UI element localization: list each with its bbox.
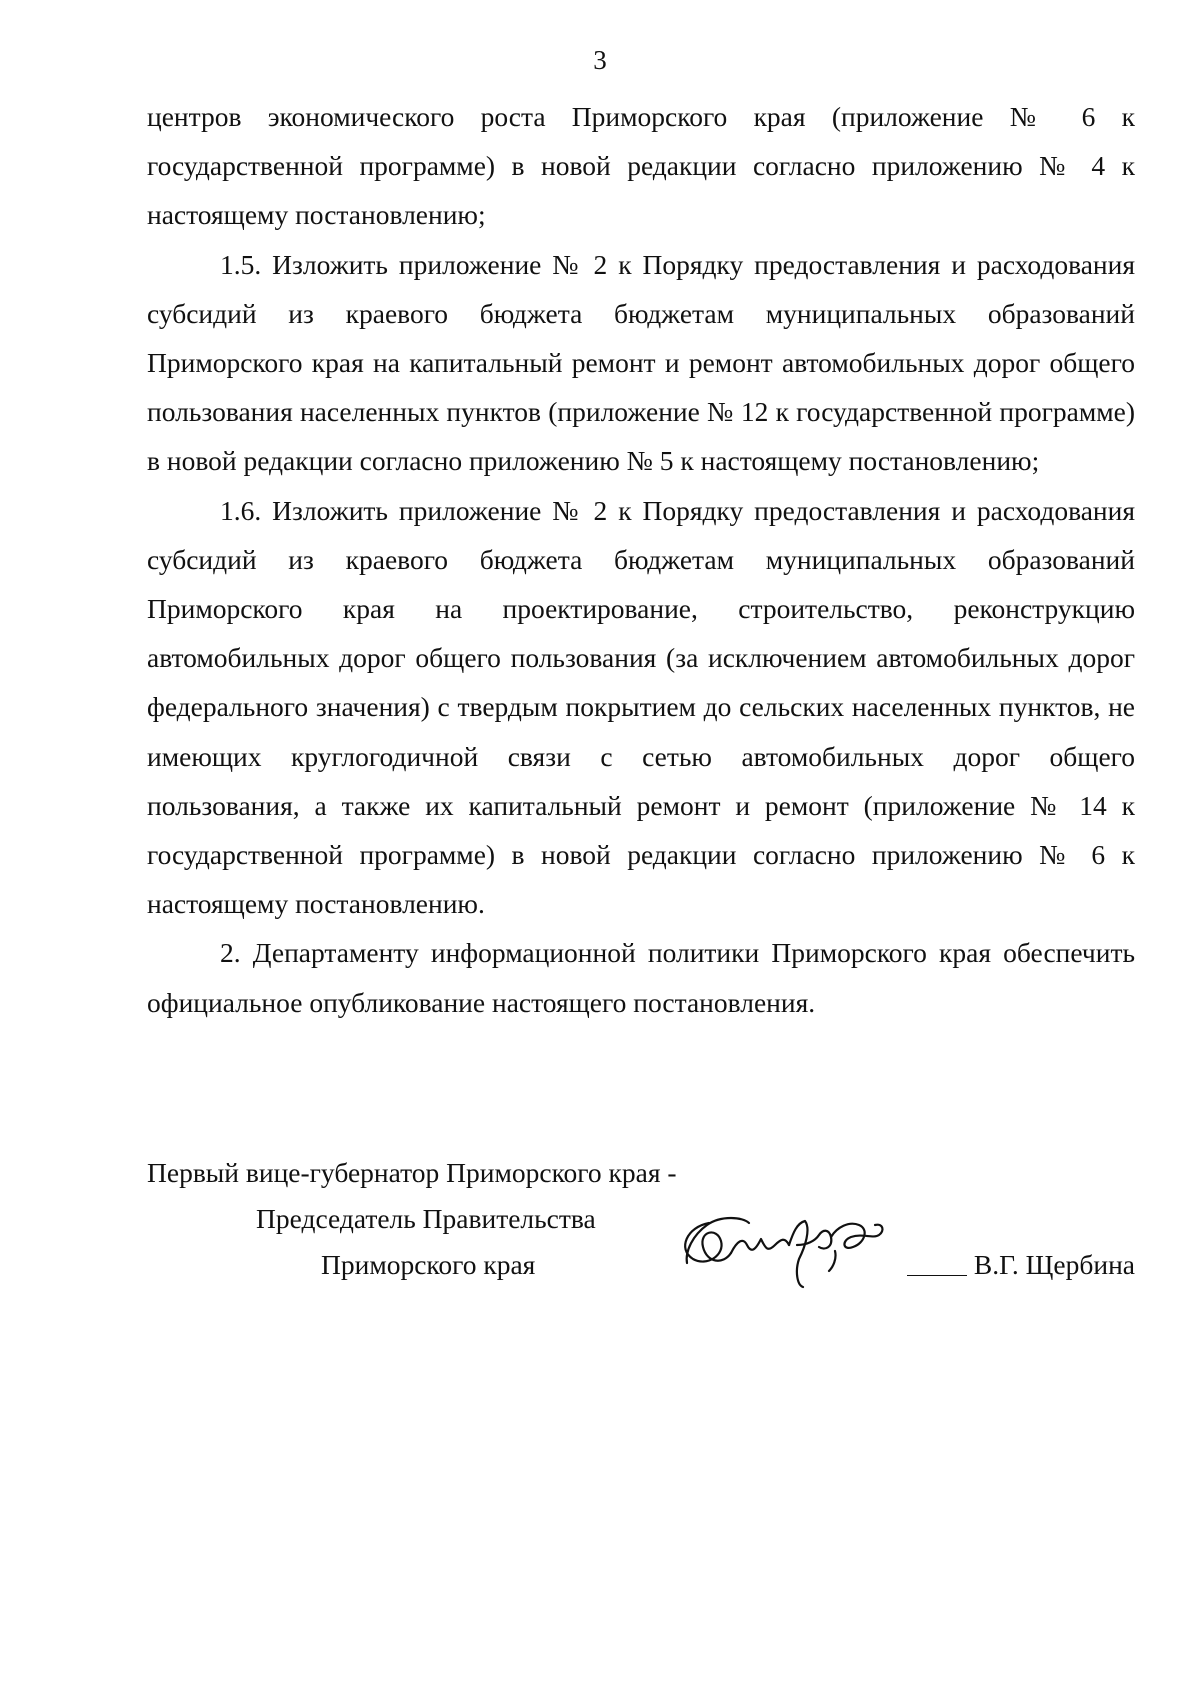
paragraph-item-1-5: 1.5. Изложить приложение № 2 к Порядку предоставления и расходования субсидий из краевого бюджета бюджетам муниципальных образований Приморского края на капитальный ремонт и ремонт автомобильных дорог общего пользования населенных пунктов (приложение № 12 к государственной программе) в новой редакции согласно приложению № 5 к настоящему постановлению; [147,248,1135,477]
signer-position-line3: Приморского края [321,1249,536,1280]
handwritten-signature [647,1201,927,1301]
page-number: 3 [593,45,607,75]
signer-position-line1: Первый вице-губернатор Приморского края - [147,1157,677,1188]
paragraph-item-2: 2. Департаменту информационной политики Приморского края обеспечить официальное опубликование настоящего постановления. [147,937,1135,1018]
signature-block [147,1155,1135,1295]
signer-position-line2: Председатель Правительства [256,1203,596,1234]
signer-name: В.Г. Щербина [973,1249,1135,1280]
document-body [147,92,1135,1027]
signature-underline [907,1275,967,1276]
paragraph-item-1-6: 1.6. Изложить приложение № 2 к Порядку предоставления и расходования субсидий из краевого бюджета бюджетам муниципальных образований Приморского края на проектирование, строительство, реконструкцию автомобильных дорог общего пользования (за исключением автомобильных дорог федерального значения) с твердым покрытием до сельских населенных пунктов, не имеющих круглогодичной связи с сетью автомобильных дорог общего пользования, а также их капитальный ремонт и ремонт (приложение № 14 к государственной программе) в новой редакции согласно приложению № 6 к настоящему постановлению. [147,494,1135,920]
paragraph-continuation: центров экономического роста Приморского края (приложение № 6 к государственной программе) в новой редакции согласно приложению № 4 к настоящему постановлению; [147,101,1135,231]
